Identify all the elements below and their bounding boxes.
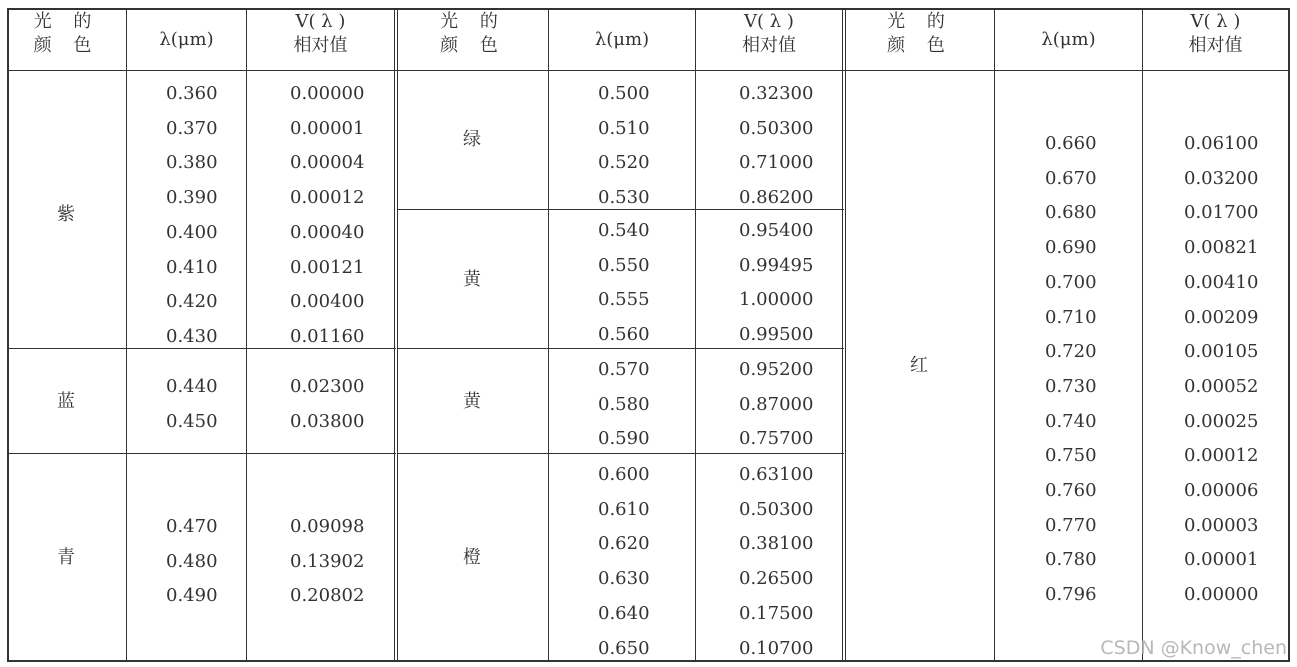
column-divider — [246, 8, 247, 662]
header-color-line2: 颜 色 — [440, 35, 506, 56]
lambda-cell: 0.480 — [166, 550, 218, 572]
v-value-cell: 0.20802 — [290, 585, 365, 607]
header-v-line2: 相对值 — [742, 35, 796, 56]
lambda-cell: 0.760 — [1045, 480, 1097, 501]
section-divider — [842, 8, 846, 662]
lambda-cell: 0.740 — [1045, 410, 1097, 432]
v-value-cell: 0.00012 — [1184, 445, 1259, 467]
lambda-cell: 0.370 — [166, 117, 218, 139]
lambda-cell: 0.660 — [1045, 133, 1097, 154]
v-value-cell: 0.00001 — [1184, 549, 1259, 571]
v-value-cell: 0.99500 — [739, 324, 814, 346]
row-group-divider — [7, 453, 396, 454]
header-v-line1: V( λ ) — [744, 11, 794, 32]
color-label-cyan: 青 — [57, 547, 75, 568]
header-lambda: λ(μm) — [159, 29, 214, 50]
lambda-cell: 0.730 — [1045, 375, 1097, 397]
lambda-cell: 0.796 — [1045, 584, 1097, 606]
column-divider — [548, 8, 549, 662]
lambda-cell: 0.570 — [598, 359, 650, 380]
lambda-cell: 0.690 — [1045, 237, 1097, 259]
color-label-orange: 橙 — [463, 547, 481, 568]
v-value-cell: 0.86200 — [739, 187, 814, 209]
v-value-cell: 0.00105 — [1184, 341, 1259, 363]
header-color — [7, 10, 126, 58]
v-value-cell: 0.01700 — [1184, 202, 1259, 224]
v-value-cell: 0.00012 — [290, 187, 365, 209]
lambda-cell: 0.430 — [166, 325, 218, 347]
v-value-cell: 0.00821 — [1184, 237, 1259, 259]
v-value-cell: 0.71000 — [739, 152, 814, 174]
lambda-cell: 0.500 — [598, 83, 650, 104]
v-value-cell: 1.00000 — [739, 289, 814, 311]
lambda-cell: 0.470 — [166, 516, 218, 537]
v-value-cell: 0.00052 — [1184, 375, 1259, 397]
header-v — [696, 10, 842, 58]
v-value-cell: 0.00001 — [290, 117, 365, 139]
v-value-cell: 0.00006 — [1184, 480, 1259, 501]
lambda-cell: 0.620 — [598, 533, 650, 555]
header-color-line1: 光 的 — [33, 11, 100, 32]
lambda-cell: 0.380 — [166, 152, 218, 174]
lambda-cell: 0.520 — [598, 152, 650, 174]
row-group-divider — [398, 209, 844, 210]
header-v-line1: V( λ ) — [1190, 11, 1241, 32]
header-v — [1143, 10, 1288, 58]
v-value-cell: 0.03800 — [290, 410, 365, 432]
lambda-cell: 0.710 — [1045, 306, 1097, 328]
v-value-cell: 0.10700 — [739, 637, 814, 659]
v-value-cell: 0.99495 — [739, 254, 814, 276]
v-value-cell: 0.00410 — [1184, 271, 1259, 293]
lambda-cell: 0.650 — [598, 637, 650, 659]
lambda-cell: 0.540 — [598, 220, 650, 241]
v-value-cell: 0.00000 — [1184, 584, 1259, 606]
lambda-cell: 0.630 — [598, 568, 650, 590]
color-label-green: 绿 — [463, 129, 481, 150]
lambda-cell: 0.420 — [166, 291, 218, 313]
column-divider — [695, 8, 696, 662]
v-value-cell: 0.03200 — [1184, 167, 1259, 189]
lambda-cell: 0.390 — [166, 187, 218, 209]
lambda-cell: 0.580 — [598, 393, 650, 415]
lambda-cell: 0.440 — [166, 376, 218, 397]
header-color — [398, 10, 548, 58]
header-color-line2: 颜 色 — [33, 35, 100, 56]
header-v-line2: 相对值 — [1188, 35, 1243, 56]
column-divider — [1142, 8, 1143, 662]
header-color — [846, 10, 994, 58]
v-value-cell: 0.02300 — [290, 376, 365, 397]
v-value-cell: 0.26500 — [739, 568, 814, 590]
row-group-divider — [398, 348, 844, 349]
v-value-cell: 0.00040 — [290, 221, 365, 243]
lambda-cell: 0.590 — [598, 428, 650, 450]
lambda-cell: 0.770 — [1045, 514, 1097, 536]
lambda-cell: 0.720 — [1045, 341, 1097, 363]
lambda-cell: 0.560 — [598, 324, 650, 346]
lambda-cell: 0.640 — [598, 602, 650, 624]
lambda-cell: 0.550 — [598, 254, 650, 276]
v-value-cell: 0.32300 — [739, 83, 814, 104]
v-value-cell: 0.17500 — [739, 602, 814, 624]
v-value-cell: 0.87000 — [739, 393, 814, 415]
color-label-yellow: 黄 — [463, 269, 481, 290]
v-value-cell: 0.13902 — [290, 550, 365, 572]
v-value-cell: 0.00004 — [290, 152, 365, 174]
color-label-purple: 紫 — [57, 204, 75, 225]
lambda-cell: 0.600 — [598, 464, 650, 485]
v-value-cell: 0.75700 — [739, 428, 814, 450]
header-v — [247, 10, 394, 58]
lambda-cell: 0.670 — [1045, 167, 1097, 189]
lambda-cell: 0.510 — [598, 117, 650, 139]
lambda-cell: 0.450 — [166, 410, 218, 432]
header-v-line1: V( λ ) — [295, 11, 346, 32]
v-value-cell: 0.00003 — [1184, 514, 1259, 536]
lambda-cell: 0.360 — [166, 83, 218, 104]
v-value-cell: 0.00400 — [290, 291, 365, 313]
lambda-cell: 0.750 — [1045, 445, 1097, 467]
v-value-cell: 0.09098 — [290, 516, 365, 537]
v-value-cell: 0.00025 — [1184, 410, 1259, 432]
v-value-cell: 0.50300 — [739, 117, 814, 139]
header-v-line2: 相对值 — [293, 35, 348, 56]
v-value-cell: 0.00121 — [290, 256, 365, 278]
header-color-line1: 光 的 — [887, 11, 953, 32]
lambda-cell: 0.680 — [1045, 202, 1097, 224]
color-label-red: 红 — [910, 355, 928, 376]
v-value-cell: 0.38100 — [739, 533, 814, 555]
header-color-line1: 光 的 — [440, 11, 506, 32]
lambda-cell: 0.410 — [166, 256, 218, 278]
watermark: CSDN @Know_chen — [1100, 637, 1287, 659]
header-color-line2: 颜 色 — [887, 35, 953, 56]
color-label-yellow: 黄 — [463, 391, 481, 412]
v-value-cell: 0.06100 — [1184, 133, 1259, 154]
v-value-cell: 0.00209 — [1184, 306, 1259, 328]
lambda-cell: 0.700 — [1045, 271, 1097, 293]
v-value-cell: 0.01160 — [290, 325, 365, 347]
v-value-cell: 0.50300 — [739, 498, 814, 520]
column-divider — [126, 8, 127, 662]
v-value-cell: 0.63100 — [739, 464, 814, 485]
v-value-cell: 0.00000 — [290, 83, 365, 104]
header-divider — [7, 70, 1290, 71]
lambda-cell: 0.555 — [598, 289, 650, 311]
column-divider — [994, 8, 995, 662]
header-lambda: λ(μm) — [1041, 29, 1096, 50]
color-label-blue: 蓝 — [57, 391, 75, 412]
lambda-cell: 0.400 — [166, 221, 218, 243]
row-group-divider — [7, 348, 396, 349]
row-group-divider — [398, 453, 844, 454]
section-divider — [394, 8, 398, 662]
v-value-cell: 0.95400 — [739, 220, 814, 241]
lambda-cell: 0.610 — [598, 498, 650, 520]
v-value-cell: 0.95200 — [739, 359, 814, 380]
header-lambda: λ(μm) — [594, 29, 650, 50]
lambda-cell: 0.530 — [598, 187, 650, 209]
lambda-cell: 0.780 — [1045, 549, 1097, 571]
lambda-cell: 0.490 — [166, 585, 218, 607]
